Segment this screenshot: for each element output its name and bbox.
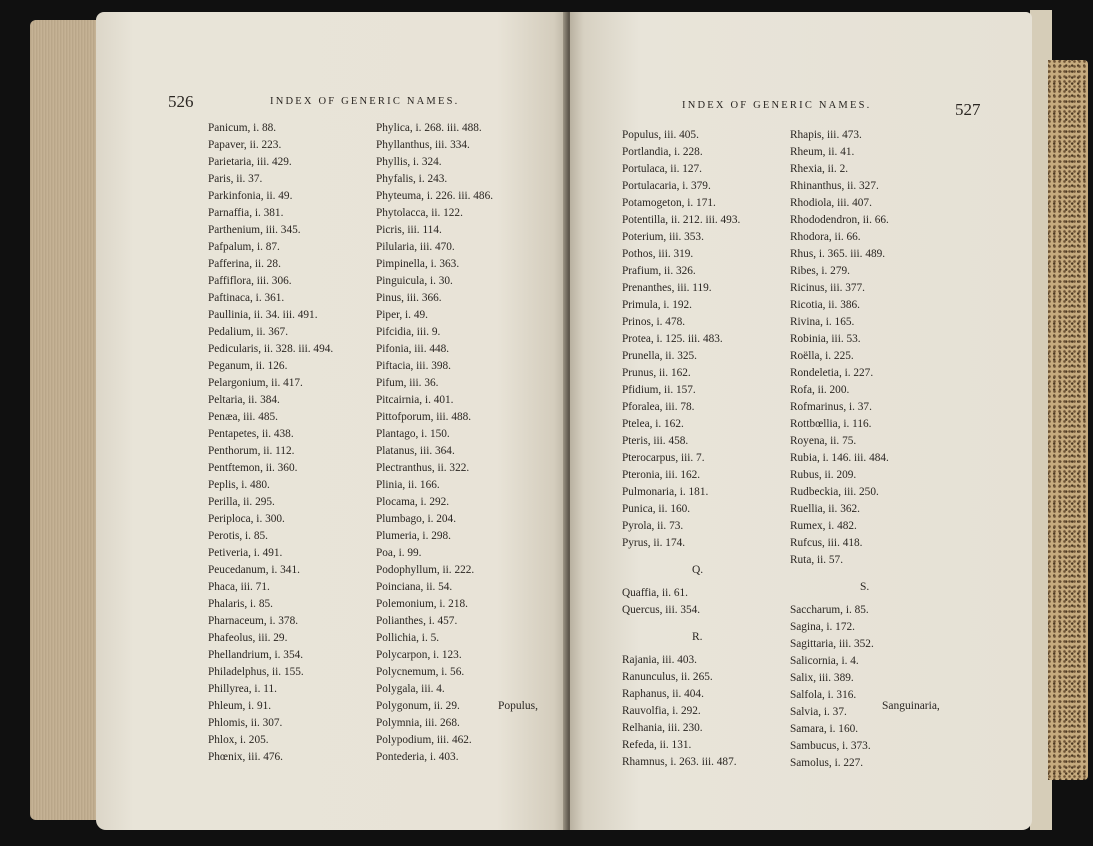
index-entry: Peucedanum, i. 341. <box>208 564 300 576</box>
index-entry: Piper, i. 49. <box>376 309 428 321</box>
index-column-left-1 <box>208 120 333 766</box>
index-entry: Pafferina, ii. 28. <box>208 258 281 270</box>
index-entry: Primula, i. 192. <box>622 299 692 311</box>
index-entry: Rofa, ii. 200. <box>790 384 850 396</box>
catchword: Populus, <box>498 700 538 712</box>
index-entry: Rubia, i. 146. iii. 484. <box>790 452 889 464</box>
index-entry: Podophyllum, ii. 222. <box>376 564 475 576</box>
index-entry: Portulacaria, i. 379. <box>622 180 711 192</box>
index-entry: Ribes, i. 279. <box>790 265 850 277</box>
index-entry: Philadelphus, ii. 155. <box>208 666 304 678</box>
section-letter: S. <box>860 581 870 593</box>
index-entry: Pedalium, ii. 367. <box>208 326 289 338</box>
index-entry: Rumex, i. 482. <box>790 520 857 532</box>
index-entry: Pollichia, i. 5. <box>376 632 440 644</box>
index-entry: Parkinfonia, ii. 49. <box>208 190 293 202</box>
index-entry: Plumbago, i. 204. <box>376 513 457 525</box>
index-entry: Phœnix, iii. 476. <box>208 751 284 763</box>
index-entry: Pyrola, ii. 73. <box>622 520 684 532</box>
index-entry: Robinia, iii. 53. <box>790 333 861 345</box>
index-entry: Pfidium, ii. 157. <box>622 384 696 396</box>
index-entry: Rhapis, iii. 473. <box>790 129 862 141</box>
index-entry: Penæa, iii. 485. <box>208 411 278 423</box>
index-entry: Parthenium, iii. 345. <box>208 224 301 236</box>
index-entry: Rivina, i. 165. <box>790 316 855 328</box>
section-spacer <box>790 569 889 579</box>
index-entry: Salicornia, i. 4. <box>790 655 859 667</box>
index-entry: Pothos, iii. 319. <box>622 248 694 260</box>
index-entry: Potamogeton, i. 171. <box>622 197 716 209</box>
page-edge-texture <box>1048 60 1088 780</box>
index-entry: Pifonia, iii. 448. <box>376 343 450 355</box>
index-entry: Rufcus, iii. 418. <box>790 537 863 549</box>
catchword: Sanguinaria, <box>882 700 940 712</box>
section-spacer <box>622 619 740 629</box>
index-entry: Polygala, iii. 4. <box>376 683 445 695</box>
page-number: 527 <box>955 100 981 119</box>
index-entry: Pinus, iii. 366. <box>376 292 442 304</box>
index-entry: Protea, i. 125. iii. 483. <box>622 333 723 345</box>
page-number: 526 <box>168 92 194 111</box>
index-entry: Pentapetes, ii. 438. <box>208 428 294 440</box>
index-entry: Pifum, iii. 36. <box>376 377 439 389</box>
index-entry: Refeda, ii. 131. <box>622 739 692 751</box>
index-entry: Pifcidia, iii. 9. <box>376 326 441 338</box>
index-entry: Ruellia, ii. 362. <box>790 503 860 515</box>
index-entry: Ricinus, iii. 377. <box>790 282 866 294</box>
index-entry: Poterium, iii. 353. <box>622 231 704 243</box>
index-entry: Phylica, i. 268. iii. 488. <box>376 122 482 134</box>
index-entry: Perilla, ii. 295. <box>208 496 275 508</box>
index-entry: Pteris, iii. 458. <box>622 435 689 447</box>
index-entry: Salvia, i. 37. <box>790 706 847 718</box>
index-entry: Plectranthus, ii. 322. <box>376 462 470 474</box>
index-entry: Picris, iii. 114. <box>376 224 442 236</box>
index-entry: Potentilla, ii. 212. iii. 493. <box>622 214 741 226</box>
index-entry: Pitcairnia, i. 401. <box>376 394 454 406</box>
index-entry: Polygonum, ii. 29. <box>376 700 460 712</box>
index-entry: Poinciana, ii. 54. <box>376 581 453 593</box>
index-entry: Parietaria, iii. 429. <box>208 156 292 168</box>
index-entry: Pedicularis, ii. 328. iii. 494. <box>208 343 334 355</box>
index-column-right-1 <box>622 127 740 771</box>
index-entry: Populus, iii. 405. <box>622 129 699 141</box>
index-entry: Polycarpon, i. 123. <box>376 649 462 661</box>
index-entry: Rhinanthus, ii. 327. <box>790 180 879 192</box>
index-entry: Peplis, i. 480. <box>208 479 270 491</box>
running-header: INDEX OF GENERIC NAMES. <box>270 96 460 107</box>
index-entry: Saccharum, i. 85. <box>790 604 869 616</box>
index-entry: Paullinia, ii. 34. iii. 491. <box>208 309 318 321</box>
index-entry: Pimpinella, i. 363. <box>376 258 460 270</box>
index-entry: Poa, i. 99. <box>376 547 422 559</box>
index-entry: Plinia, ii. 166. <box>376 479 440 491</box>
index-entry: Plumeria, i. 298. <box>376 530 451 542</box>
index-entry: Roëlla, i. 225. <box>790 350 854 362</box>
index-entry: Quaffia, ii. 61. <box>622 587 688 599</box>
index-entry: Rhamnus, i. 263. iii. 487. <box>622 756 737 768</box>
left-page <box>96 12 568 830</box>
index-entry: Phyllis, i. 324. <box>376 156 442 168</box>
section-spacer <box>622 552 740 562</box>
index-entry: Samara, i. 160. <box>790 723 859 735</box>
index-entry: Phyllanthus, iii. 334. <box>376 139 470 151</box>
index-entry: Pafpalum, i. 87. <box>208 241 280 253</box>
index-entry: Ptelea, i. 162. <box>622 418 684 430</box>
index-column-left-2 <box>376 120 493 766</box>
index-entry: Pittofporum, iii. 488. <box>376 411 472 423</box>
index-entry: Polycnemum, i. 56. <box>376 666 465 678</box>
index-entry: Petiveria, i. 491. <box>208 547 283 559</box>
index-entry: Punica, ii. 160. <box>622 503 691 515</box>
index-entry: Parnaffia, i. 381. <box>208 207 284 219</box>
index-entry: Sagittaria, iii. 352. <box>790 638 874 650</box>
index-entry: Pontederia, i. 403. <box>376 751 459 763</box>
index-entry: Paris, ii. 37. <box>208 173 263 185</box>
index-entry: Peltaria, ii. 384. <box>208 394 280 406</box>
index-entry: Salfola, i. 316. <box>790 689 857 701</box>
index-entry: Prinos, i. 478. <box>622 316 686 328</box>
index-entry: Pteronia, iii. 162. <box>622 469 701 481</box>
index-entry: Pelargonium, ii. 417. <box>208 377 303 389</box>
index-entry: Pterocarpus, iii. 7. <box>622 452 705 464</box>
index-entry: Phillyrea, i. 11. <box>208 683 277 695</box>
index-entry: Ricotia, ii. 386. <box>790 299 860 311</box>
index-entry: Pinguicula, i. 30. <box>376 275 453 287</box>
index-entry: Royena, ii. 75. <box>790 435 857 447</box>
index-entry: Rottbœllia, i. 116. <box>790 418 872 430</box>
index-entry: Pilularia, iii. 470. <box>376 241 455 253</box>
index-entry: Ruta, ii. 57. <box>790 554 844 566</box>
index-entry: Perotis, i. 85. <box>208 530 268 542</box>
index-entry: Sambucus, i. 373. <box>790 740 871 752</box>
index-entry: Portulaca, ii. 127. <box>622 163 703 175</box>
index-entry: Quercus, iii. 354. <box>622 604 701 616</box>
index-entry: Rhus, i. 365. iii. 489. <box>790 248 886 260</box>
index-entry: Polemonium, i. 218. <box>376 598 468 610</box>
index-entry: Pyrus, ii. 174. <box>622 537 686 549</box>
index-entry: Rhodora, ii. 66. <box>790 231 861 243</box>
index-entry: Peganum, ii. 126. <box>208 360 288 372</box>
left-page-block <box>30 20 98 820</box>
index-entry: Rhodiola, iii. 407. <box>790 197 872 209</box>
running-header: INDEX OF GENERIC NAMES. <box>682 100 872 111</box>
section-letter: Q. <box>692 564 704 576</box>
index-entry: Panicum, i. 88. <box>208 122 277 134</box>
index-column-right-2 <box>790 127 889 772</box>
index-entry: Papaver, ii. 223. <box>208 139 282 151</box>
index-entry: Phlox, i. 205. <box>208 734 269 746</box>
index-entry: Rhododendron, ii. 66. <box>790 214 889 226</box>
index-entry: Plocama, i. 292. <box>376 496 450 508</box>
index-entry: Phlomis, ii. 307. <box>208 717 283 729</box>
index-entry: Polianthes, i. 457. <box>376 615 458 627</box>
index-entry: Prenanthes, iii. 119. <box>622 282 712 294</box>
right-page <box>570 12 1032 830</box>
index-entry: Rauvolfia, i. 292. <box>622 705 701 717</box>
index-entry: Portlandia, i. 228. <box>622 146 703 158</box>
index-entry: Raphanus, ii. 404. <box>622 688 704 700</box>
index-entry: Paffiflora, iii. 306. <box>208 275 292 287</box>
index-entry: Paftinaca, i. 361. <box>208 292 285 304</box>
index-entry: Phellandrium, i. 354. <box>208 649 304 661</box>
index-entry: Prafium, ii. 326. <box>622 265 696 277</box>
section-letter: R. <box>692 631 703 643</box>
index-entry: Rajania, iii. 403. <box>622 654 697 666</box>
index-entry: Rondeletia, i. 227. <box>790 367 874 379</box>
index-entry: Prunella, ii. 325. <box>622 350 697 362</box>
index-entry: Rudbeckia, iii. 250. <box>790 486 879 498</box>
index-entry: Pforalea, iii. 78. <box>622 401 695 413</box>
index-entry: Platanus, iii. 364. <box>376 445 455 457</box>
index-entry: Penthorum, ii. 112. <box>208 445 295 457</box>
index-entry: Prunus, ii. 162. <box>622 367 691 379</box>
index-entry: Pharnaceum, i. 378. <box>208 615 299 627</box>
index-entry: Relhania, iii. 230. <box>622 722 703 734</box>
index-entry: Phleum, i. 91. <box>208 700 272 712</box>
index-entry: Pulmonaria, i. 181. <box>622 486 709 498</box>
index-entry: Periploca, i. 300. <box>208 513 285 525</box>
index-entry: Phytolacca, ii. 122. <box>376 207 463 219</box>
index-entry: Rhexia, ii. 2. <box>790 163 849 175</box>
index-entry: Samolus, i. 227. <box>790 757 864 769</box>
index-entry: Phalaris, i. 85. <box>208 598 273 610</box>
index-entry: Phaca, iii. 71. <box>208 581 270 593</box>
index-entry: Phyteuma, i. 226. iii. 486. <box>376 190 494 202</box>
index-entry: Pentftemon, ii. 360. <box>208 462 298 474</box>
index-entry: Salix, iii. 389. <box>790 672 854 684</box>
index-entry: Rheum, ii. 41. <box>790 146 855 158</box>
index-entry: Ranunculus, ii. 265. <box>622 671 713 683</box>
index-entry: Polymnia, iii. 268. <box>376 717 460 729</box>
index-entry: Plantago, i. 150. <box>376 428 450 440</box>
index-entry: Rofmarinus, i. 37. <box>790 401 872 413</box>
index-entry: Piftacia, iii. 398. <box>376 360 451 372</box>
index-entry: Phyfalis, i. 243. <box>376 173 448 185</box>
index-entry: Phafeolus, iii. 29. <box>208 632 288 644</box>
index-entry: Sagina, i. 172. <box>790 621 855 633</box>
index-entry: Rubus, ii. 209. <box>790 469 857 481</box>
index-entry: Polypodium, iii. 462. <box>376 734 472 746</box>
